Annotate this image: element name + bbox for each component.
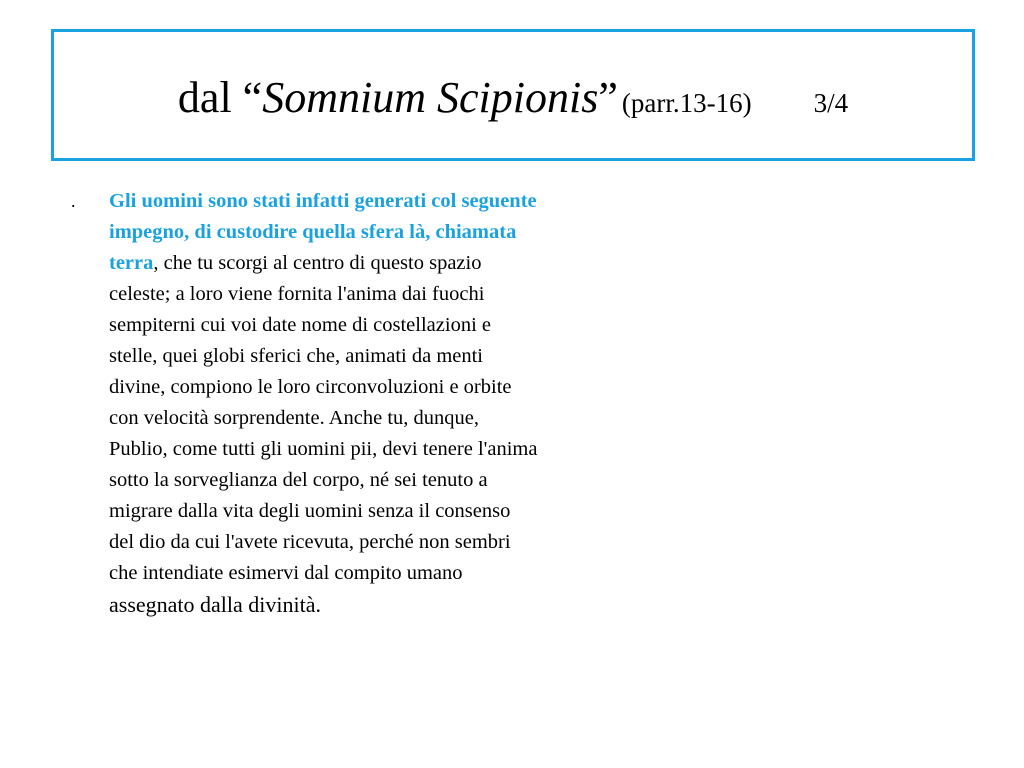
highlighted-text: Gli uomini sono stati infatti generati col seguente impegno, di custodire quella sfera là, chiamata terra [109, 190, 537, 274]
title-prefix: dal “ [177, 73, 263, 122]
slide-title [178, 70, 848, 120]
bullet-marker: . [71, 191, 76, 211]
title-work: Somnium Scipionis [262, 73, 599, 122]
paragraph-ending: assegnato dalla divinità. [109, 592, 321, 617]
page-indicator: 3/4 [813, 88, 849, 118]
title-suffix: ” [598, 73, 618, 122]
body-paragraph [109, 186, 539, 622]
paragraph-text: , che tu scorgi al centro di questo spazio celeste; a loro viene fornita l'anima dai fuochi sempiterni cui voi date nome di costellazioni e stelle, quei globi sferici che, animati da menti divine, compiono le loro circonvoluzioni e orbite con velocità sorprendente. Anche tu, dunque, Publio, come tutti gli uomini pii, devi tenere l'anima sotto la sorveglianza del corpo, né sei tenuto a migrare dalla vita degli uomini senza il consenso del dio da cui l'avete ricevuta, perché non sembri che intendiate esimervi dal compito umano [109, 252, 538, 584]
title-box [51, 29, 975, 161]
title-range: (parr.13-16) [621, 88, 752, 118]
